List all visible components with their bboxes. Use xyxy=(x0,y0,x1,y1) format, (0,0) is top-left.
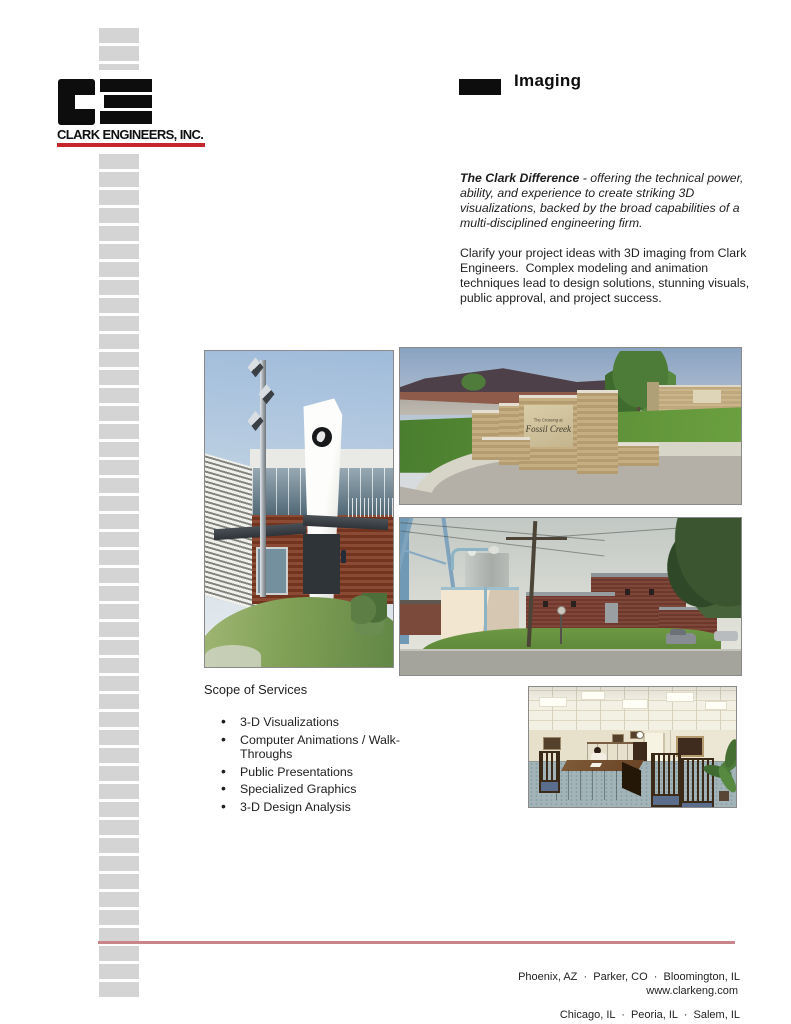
ceiling-light xyxy=(539,697,567,707)
logo-e-bar xyxy=(104,95,152,108)
building-exterior-render-image xyxy=(204,350,394,668)
services-list xyxy=(204,715,406,814)
small-tree xyxy=(351,593,387,635)
locations-line: Phoenix, AZ · Parker, CO · Bloomington, IL xyxy=(518,970,740,983)
film-strip-block xyxy=(99,982,139,997)
film-strip-block xyxy=(99,406,139,421)
film-strip-block xyxy=(99,586,139,601)
film-strip-block xyxy=(99,352,139,367)
film-strip-block xyxy=(99,208,139,223)
film-strip-block xyxy=(99,640,139,655)
walkway xyxy=(205,645,261,667)
film-strip-block xyxy=(99,532,139,547)
sign-text-small: The Crossing at xyxy=(533,418,563,423)
guest-chair xyxy=(539,751,560,793)
sign-pylon xyxy=(577,390,618,474)
film-strip-block xyxy=(99,496,139,511)
film-strip-block xyxy=(99,46,139,61)
ceiling-light xyxy=(705,701,727,710)
service-item: • Specialized Graphics xyxy=(204,782,406,797)
service-item: • 3-D Visualizations xyxy=(204,715,406,730)
window xyxy=(625,589,630,595)
scope-of-services xyxy=(204,682,406,817)
film-strip-block xyxy=(99,460,139,475)
body-paragraph: Clarify your project ideas with 3D imaging from Clark Engineers. Complex modeling and animation techniques lead to design solutions, stunning visuals, public approval, and project success. xyxy=(460,246,753,305)
film-strip-block xyxy=(99,334,139,349)
film-strip-block xyxy=(99,874,139,889)
film-strip-block xyxy=(99,820,139,835)
service-item: • Public Presentations xyxy=(204,765,406,780)
film-strip-block xyxy=(99,892,139,907)
service-item: • 3-D Design Analysis xyxy=(204,800,406,815)
desk-papers xyxy=(590,763,602,767)
film-strip-block xyxy=(99,424,139,439)
street xyxy=(400,649,741,675)
tree xyxy=(458,371,489,393)
storefront-glass xyxy=(303,534,341,594)
film-strip-block xyxy=(99,676,139,691)
film-strip-block xyxy=(99,172,139,187)
film-strip-block xyxy=(99,388,139,403)
film-strip-block xyxy=(99,694,139,709)
monument-sign-render-image xyxy=(399,347,742,505)
tank-dome xyxy=(489,546,499,554)
film-strip-block xyxy=(99,730,139,745)
sign-base-wall xyxy=(482,437,530,460)
film-strip-block xyxy=(99,478,139,493)
film-strip-block xyxy=(99,226,139,241)
film-strip-block xyxy=(99,766,139,781)
film-strip-block xyxy=(99,262,139,277)
page-title: Imaging xyxy=(514,71,582,90)
logo-e-bar xyxy=(100,79,152,92)
street-sign-post xyxy=(560,615,562,643)
company-logo xyxy=(50,70,222,152)
film-strip-block xyxy=(99,280,139,295)
sign-face xyxy=(524,405,573,447)
film-strip-block xyxy=(99,154,139,169)
framed-picture xyxy=(543,737,561,750)
sign-base-wall xyxy=(618,443,659,466)
window xyxy=(571,601,576,607)
window xyxy=(543,601,548,607)
film-strip-block xyxy=(99,28,139,43)
header-black-rectangle xyxy=(459,79,501,95)
website-url: www.clarkeng.com xyxy=(646,985,738,997)
film-strip-block xyxy=(99,622,139,637)
locations-line: Chicago, IL · Peoria, IL · Salem, IL xyxy=(559,1008,740,1021)
blue-pipe xyxy=(451,548,488,570)
sign-text-large: Fossil Creek xyxy=(525,423,572,434)
film-strip-block xyxy=(99,802,139,817)
logo-letter-c xyxy=(58,79,95,125)
film-strip-block xyxy=(99,658,139,673)
film-strip-block xyxy=(99,550,139,565)
film-strip-block xyxy=(99,964,139,979)
film-strip-block xyxy=(99,748,139,763)
window xyxy=(649,589,654,595)
facility-photo-render-image xyxy=(399,517,742,676)
lead-rest: - offering the technical power, ability, and experience to create striking 3D visualizations, backed by the broad capabilities of a multi-disciplined engineering firm. xyxy=(460,171,747,230)
film-strip-block xyxy=(99,784,139,799)
plant-leaf xyxy=(716,764,737,794)
film-strip-block xyxy=(99,370,139,385)
film-strip-block xyxy=(99,604,139,619)
film-strip-block xyxy=(99,568,139,583)
film-strip-block xyxy=(99,856,139,871)
guest-chair xyxy=(651,753,681,807)
film-strip-block xyxy=(99,298,139,313)
wall-sign-panel xyxy=(693,390,720,402)
person-figure xyxy=(341,550,346,563)
ceiling-light xyxy=(581,691,605,700)
ceiling-light xyxy=(666,692,694,702)
film-strip-block xyxy=(99,514,139,529)
balcony-railing xyxy=(348,498,393,517)
tree xyxy=(666,517,742,618)
service-item: • Computer Animations / Walk-Throughs xyxy=(204,733,406,762)
film-strip-block xyxy=(99,946,139,961)
film-strip-block xyxy=(99,712,139,727)
lead-emphasis: The Clark Difference xyxy=(460,171,580,185)
lead-paragraph xyxy=(460,171,758,231)
tower-logo-circle xyxy=(312,427,332,447)
film-strip-block xyxy=(99,316,139,331)
logo-c-notch xyxy=(75,95,95,109)
plant-pot xyxy=(719,791,730,801)
logo-e-bar xyxy=(100,111,152,124)
wall-pillar xyxy=(647,382,659,413)
desk-front xyxy=(556,770,622,800)
office-interior-render-image xyxy=(528,686,737,808)
logo-letter-e xyxy=(100,79,152,125)
company-name: CLARK ENGINEERS, INC. xyxy=(57,127,204,142)
potted-plant xyxy=(699,741,737,801)
ceiling-light xyxy=(622,699,648,709)
intro-text xyxy=(460,171,758,321)
film-strip-block xyxy=(99,442,139,457)
film-strip-block xyxy=(99,190,139,205)
parked-car xyxy=(666,633,696,644)
street-sign xyxy=(557,606,566,615)
film-strip-block xyxy=(99,838,139,853)
wall-clock xyxy=(636,731,644,739)
footer-red-rule xyxy=(98,941,735,944)
film-strip xyxy=(99,28,139,1000)
parked-car xyxy=(714,631,738,641)
services-heading: Scope of Services xyxy=(204,682,308,697)
door xyxy=(605,603,619,623)
logo-red-underline xyxy=(57,143,205,147)
film-strip-block xyxy=(99,244,139,259)
film-strip-block xyxy=(99,910,139,925)
